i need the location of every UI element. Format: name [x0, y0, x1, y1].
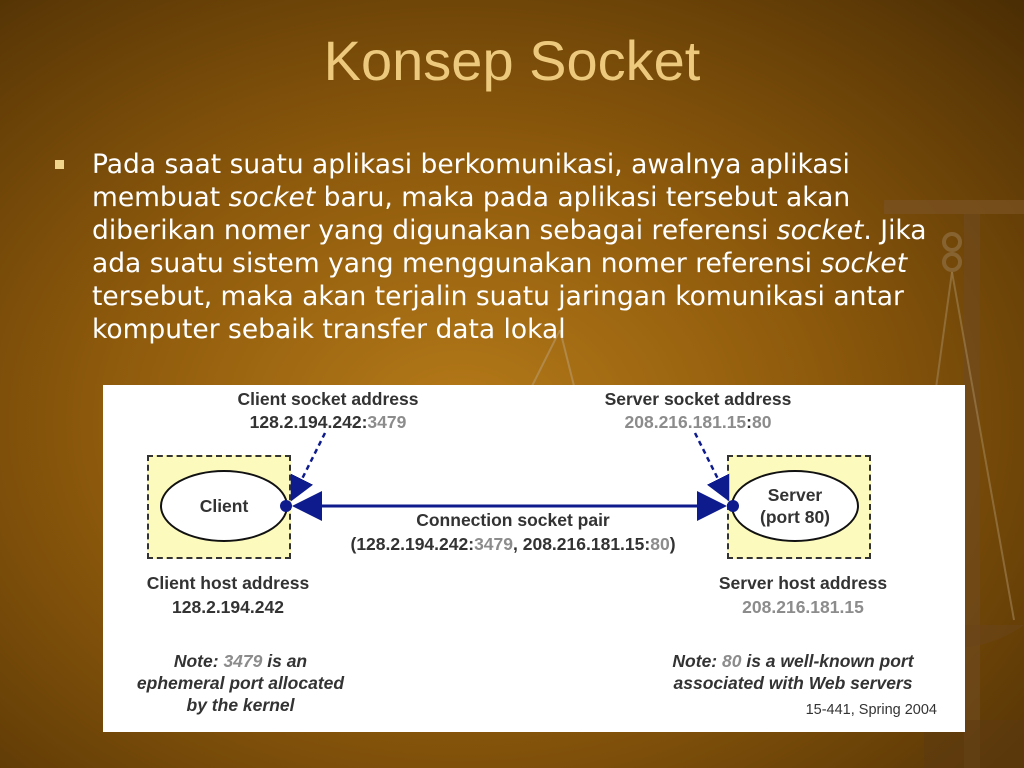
slide-title: Konsep Socket	[323, 29, 701, 92]
client-note	[113, 650, 368, 716]
server-port-label: (port 80)	[760, 507, 830, 527]
separator: ,	[513, 534, 523, 554]
server-socket-ip: 208.216.181.15	[624, 412, 747, 432]
colon: :	[361, 412, 368, 432]
client-host-address-value: 128.2.194.242	[172, 597, 284, 617]
note-text: is a well-known port	[741, 651, 914, 671]
note-text: is an	[262, 651, 308, 671]
pair-server-port: 80	[650, 534, 670, 554]
server-host-address-value: 208.216.181.15	[742, 597, 864, 617]
bullet-item	[55, 148, 960, 346]
pair-client-port: 3479	[474, 534, 513, 554]
client-label: Client	[199, 496, 249, 516]
bullet-text-italic: socket	[820, 248, 908, 279]
server-label: Server	[767, 485, 823, 505]
client-socket-port: 3479	[367, 412, 407, 432]
bullet-text-italic: socket	[776, 215, 864, 246]
paren: )	[669, 534, 676, 554]
note-prefix: Note:	[672, 651, 722, 671]
bullet-text-part: baru, maka pada aplikasi tersebut akan diberikan nomer yang digunakan sebagai referensi	[92, 182, 851, 246]
note-port: 80	[722, 651, 742, 671]
bullet-text-part: tersebut, maka akan terjalin suatu jaringan komunikasi antar komputer sebaik transfer data lokal	[92, 281, 904, 345]
server-socket-port: 80	[752, 412, 772, 432]
bullet-text-italic: socket	[228, 182, 316, 213]
client-socket-ip: 128.2.194.242	[249, 412, 362, 432]
bullet-text	[92, 148, 960, 346]
server-socket-address-label: Server socket address	[604, 389, 792, 409]
client-socket-address-label: Client socket address	[237, 389, 419, 409]
note-prefix: Note:	[173, 651, 224, 671]
socket-diagram	[103, 385, 965, 732]
course-label: 15-441, Spring 2004	[805, 702, 937, 718]
pair-client-ip: 128.2.194.242	[356, 534, 469, 554]
server-host-address-label: Server host address	[718, 573, 888, 593]
note-text: ephemeral port allocated	[136, 673, 345, 693]
colon: :	[746, 412, 752, 432]
paren: (	[350, 534, 357, 554]
note-text: by the kernel	[186, 695, 295, 715]
note-text: associated with Web servers	[673, 673, 913, 693]
pair-server-ip: 208.216.181.15	[522, 534, 645, 554]
bullet-text-part: . Jika ada suatu sistem yang menggunakan nomer referensi	[92, 215, 927, 279]
client-host-address-label: Client host address	[146, 573, 310, 593]
bullet-text-part: Pada saat suatu aplikasi berkomunikasi, awalnya aplikasi membuat	[92, 149, 850, 213]
note-port: 3479	[223, 651, 263, 671]
connection-socket-pair-value	[303, 534, 723, 555]
bullet-square-icon	[55, 160, 64, 169]
connection-socket-pair-label: Connection socket pair	[416, 510, 610, 530]
server-note	[648, 650, 938, 694]
colon: :	[468, 534, 475, 554]
colon: :	[644, 534, 651, 554]
